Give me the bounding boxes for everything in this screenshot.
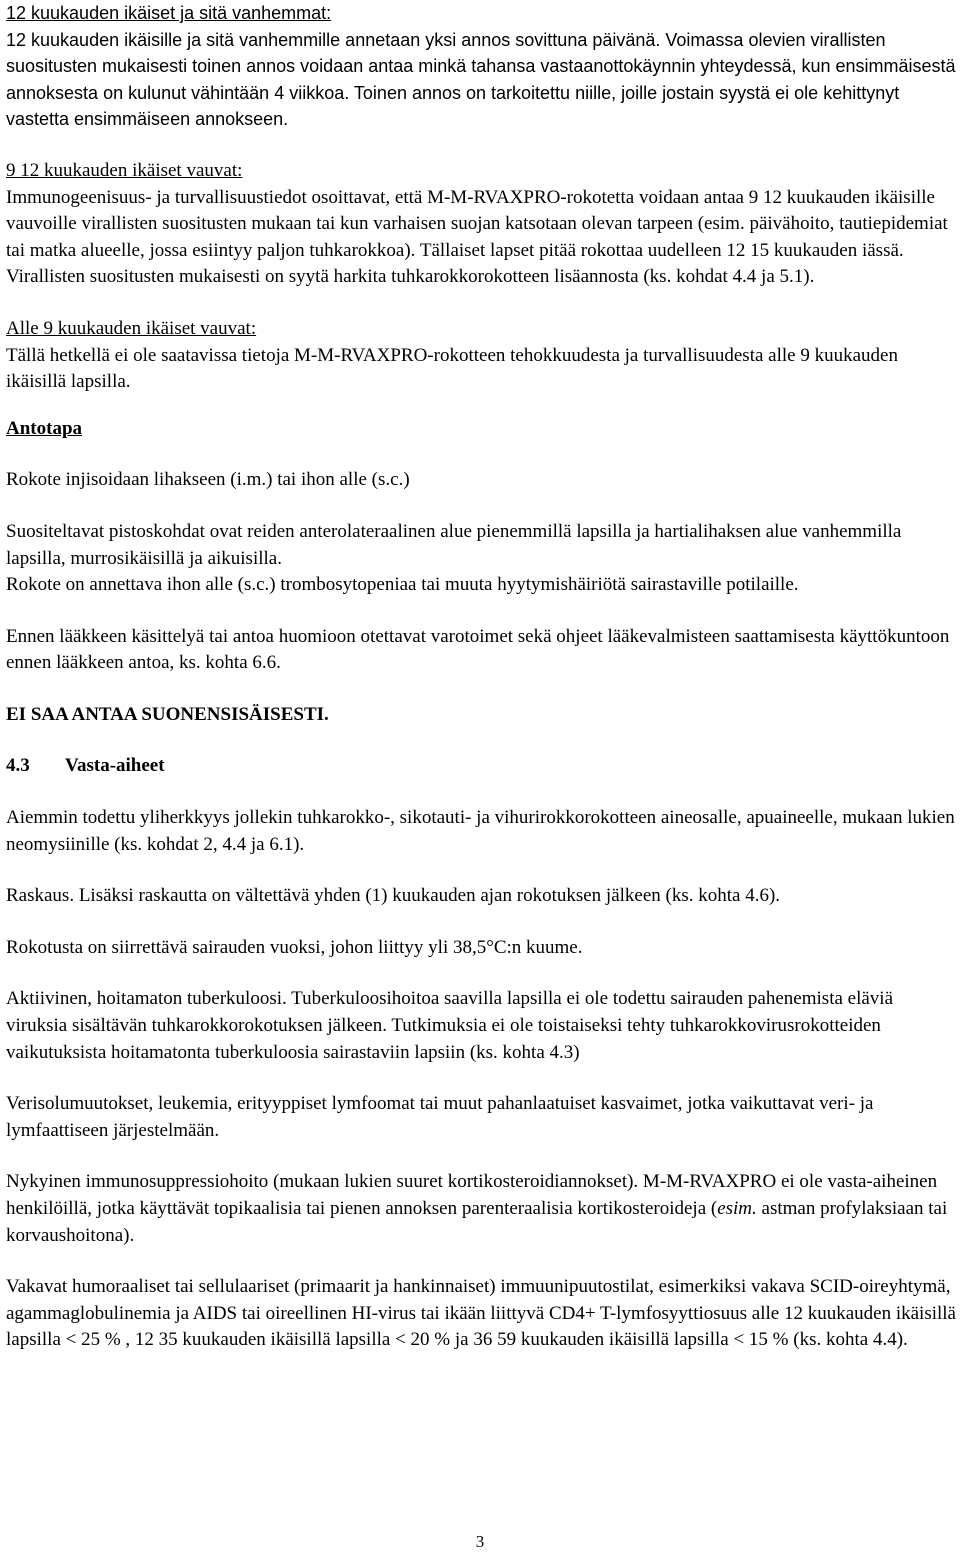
heading-9-12-months: 9 12 kuukauden ikäiset vauvat: <box>6 159 243 181</box>
paragraph-9-12-months: Immunogeenisuus- ja turvallisuustiedot osoittavat, että M-M-RVAXPRO-rokotetta voidaan antaa 9 12 kuukauden ikäisille vauvoille virallisten suositusten mukaan tai kun varhaisen suojan katsotaan olevan tarpeen (esim. päivähoito, tautiepidemiat tai matka alueelle, jossa esiintyy paljon tuhkarokkoa). Tällaiset lapset pitää rokottaa uudelleen 12 15 kuukauden iässä. Virallisten suositusten mukaisesti on syytä harkita tuhkarokkorokotteen lisäannosta (ks. kohdat 4.4 ja 5.1). <box>6 186 948 288</box>
section-title: Vasta-aiheet <box>65 755 165 777</box>
paragraph-immunosuppression <box>6 1169 956 1249</box>
paragraph-under-9-months: Tällä hetkellä ei ole saatavissa tietoja M-M-RVAXPRO-rokotteen tehokkuudesta ja turvallisuudesta alle 9 kuukauden ikäisillä lapsilla. <box>6 344 898 393</box>
section-number: 4.3 <box>6 755 30 777</box>
paragraph-fever: Rokotusta on siirrettävä sairauden vuoksi, johon liittyy yli 38,5°C:n kuume. <box>6 936 583 958</box>
immunosuppression-text-start: Nykyinen immunosuppressiohoito (mukaan lukien suuret kortikosteroidiannokset). M-M-RVAXPRO ei ole vasta-aiheinen henkilöillä, jotka käyttävät topikaalisia tai pienen annoksen parenteraalisia kortikosteroideja ( <box>6 1171 938 1219</box>
paragraph-blood-disorders: Verisolumuutokset, leukemia, erityyppiset lymfoomat tai muut pahanlaatuiset kasvaimet, jotka vaikuttavat veri- ja lymfaattiseen järjestelmään. <box>6 1093 874 1141</box>
paragraph-immunodeficiency: Vakavat humoraaliset tai sellulaariset (primaarit ja hankinnaiset) immuunipuutostilat, esimerkiksi vakava SCID-oireyhtymä, agammaglobulinemia ja AIDS tai oireellinen HI-virus tai ikään liittyvä CD4+ T-lymfosyyttiosuus alle 12 kuukauden ikäisillä lapsilla < 25 % , 12 35 kuukauden ikäisillä lapsilla < 20 % ja 36 59 kuukauden ikäisillä lapsilla < 15 % (ks. kohta 4.4). <box>6 1276 956 1351</box>
warning-no-iv: EI SAA ANTAA SUONENSISÄISESTI. <box>6 703 329 725</box>
immunosuppression-text-end: astman profylaksiaan tai korvaushoitona). <box>6 1198 948 1246</box>
paragraph-pregnancy: Raskaus. Lisäksi raskautta on vältettävä yhden (1) kuukauden ajan rokotuksen jälkeen (ks. kohta 4.6). <box>6 885 781 907</box>
paragraph-second-dose: Toinen annos on tarkoitettu niille, joille jostain syystä ei ole kehittynyt vastetta ensimmäiseen annokseen. <box>6 82 900 130</box>
page-number: 3 <box>475 1532 485 1551</box>
section-heading-4-3 <box>6 753 956 780</box>
heading-under-9-months: Alle 9 kuukauden ikäiset vauvat: <box>6 317 257 339</box>
paragraph-12-months-text: 12 kuukauden ikäisille ja sitä vanhemmille annetaan yksi annos sovittuna päivänä. Voimassa olevien virallisten suositusten mukaisesti toinen annos voidaan antaa minkä tahansa vastaanottokäynnin yhteydessä, kun ensimmäisestä annoksesta on kulunut vähintään 4 viikkoa. <box>6 29 956 103</box>
heading-antotapa: Antotapa <box>6 417 83 439</box>
immunosuppression-esim: esim. <box>717 1198 757 1219</box>
paragraph-handling: Ennen lääkkeen käsittelyä tai antoa huomioon otettavat varotoimet sekä ohjeet lääkevalmisteen saattamisesta käyttökuntoon ennen lääkkeen antoa, ks. kohta 6.6. <box>6 625 950 674</box>
paragraph-12-months <box>6 27 956 133</box>
heading-12-months: 12 kuukauden ikäiset ja sitä vanhemmat: <box>6 3 332 23</box>
paragraph-injection-sites: Suositeltavat pistoskohdat ovat reiden anterolateraalinen alue pienemmillä lapsilla ja hartialihaksen alue vanhemmilla lapsilla, murrosikäisillä ja aikuisilla. <box>6 520 902 569</box>
paragraph-hypersensitivity: Aiemmin todettu yliherkkyys jollekin tuhkarokko-, sikotauti- ja vihurirokkorokotteen aineosalle, apuaineelle, mukaan lukien neomysiinille (ks. kohdat 2, 4.4 ja 6.1). <box>6 807 955 855</box>
paragraph-tuberculosis: Aktiivinen, hoitamaton tuberkuloosi. Tuberkuloosihoitoa saavilla lapsilla ei ole todettu sairauden pahenemista eläviä viruksia sisältävän tuhkarokkorokotuksen jälkeen. Tutkimuksia ei ole toistaiseksi tehty tuhkarokkovirusrokotteiden vaikutuksista hoitamatonta tuberkuloosia sairastaviin lapsiin (ks. kohta 4.3) <box>6 988 894 1063</box>
paragraph-route: Rokote injisoidaan lihakseen (i.m.) tai ihon alle (s.c.) <box>6 469 410 491</box>
document-page <box>6 0 956 1354</box>
paragraph-thrombocytopenia: Rokote on annettava ihon alle (s.c.) trombosytopeniaa tai muuta hyytymishäiriötä sairastaville potilaille. <box>6 574 799 596</box>
